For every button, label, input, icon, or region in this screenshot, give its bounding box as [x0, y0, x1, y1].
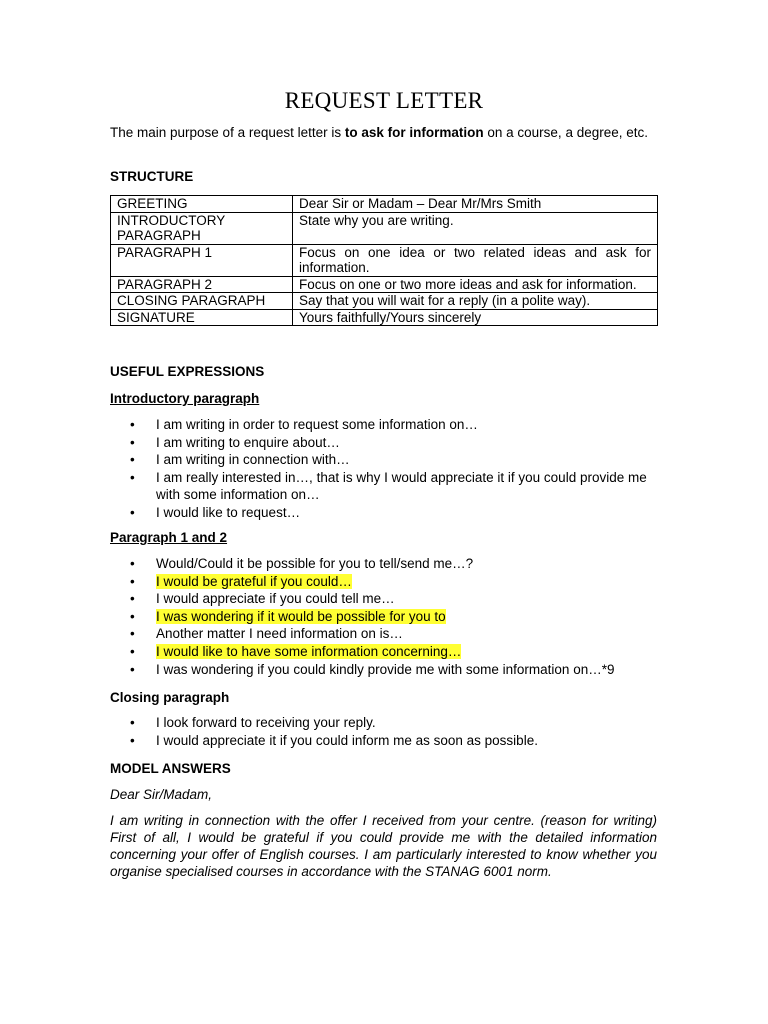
list-item — [130, 434, 660, 452]
structure-part-cell: PARAGRAPH 1 — [111, 244, 293, 276]
bullet-icon: • — [130, 591, 135, 607]
structure-content-cell: Focus on one or two more ideas and ask for information. — [293, 276, 658, 293]
closing-paragraph-heading: Closing paragraph — [110, 690, 230, 705]
list-item — [130, 573, 660, 591]
structure-content-cell: Dear Sir or Madam – Dear Mr/Mrs Smith — [293, 196, 658, 213]
list-item-text: I am writing in order to request some information on… — [156, 417, 478, 432]
model-paragraph: I am writing in connection with the offer I received from your centre. (reason for writing) First of all, I would be grateful if you could provide me with the detailed information concerning your offer of English courses. I am particularly interested to know whether you organise specialised courses in accordance with the STANAG 6001 norm. — [110, 813, 657, 879]
structure-heading: STRUCTURE — [110, 169, 194, 184]
bullet-icon: • — [130, 556, 135, 571]
structure-table — [110, 195, 658, 326]
list-item-text: I am really interested in…, that is why I would appreciate it if you could provide me with some information on… — [156, 469, 647, 503]
list-item-text: I was wondering if you could kindly provide me with some information on…*9 — [156, 661, 615, 677]
intro-text-start: The main purpose of a request letter is — [110, 125, 345, 140]
structure-content-cell: Focus on one idea or two related ideas and ask for information. — [293, 244, 658, 276]
list-item-text: I look forward to receiving your reply. — [156, 715, 376, 730]
bullet-icon: • — [130, 732, 135, 748]
structure-content-cell: State why you are writing. — [293, 212, 658, 244]
intro-text-end: on a course, a degree, etc. — [483, 125, 648, 140]
structure-row — [111, 309, 658, 326]
bullet-icon: • — [130, 661, 135, 677]
model-salutation: Dear Sir/Madam, — [110, 787, 213, 802]
list-item — [130, 451, 660, 469]
list-item — [130, 469, 660, 504]
bullet-icon: • — [130, 417, 135, 432]
bullet-icon: • — [130, 608, 135, 624]
structure-part-cell: INTRODUCTORY PARAGRAPH — [111, 212, 293, 244]
bullet-icon: • — [130, 626, 135, 642]
list-item-text: I am writing in connection with… — [156, 452, 350, 468]
structure-part-cell: GREETING — [111, 196, 293, 213]
useful-expressions-heading: USEFUL EXPRESSIONS — [110, 364, 265, 379]
list-item-text: I was wondering if it would be possible for you to — [156, 608, 446, 624]
introductory-expressions-list — [130, 416, 660, 522]
structure-row — [111, 196, 658, 213]
list-item — [130, 643, 660, 661]
structure-row — [111, 293, 658, 310]
structure-part-cell: CLOSING PARAGRAPH — [111, 293, 293, 310]
list-item — [130, 590, 660, 608]
list-item — [130, 608, 660, 626]
bullet-icon: • — [130, 643, 135, 659]
paragraph-expressions-list — [130, 555, 660, 678]
structure-part-cell: SIGNATURE — [111, 309, 293, 326]
structure-row — [111, 276, 658, 293]
structure-part-cell: PARAGRAPH 2 — [111, 276, 293, 293]
closing-expressions-list — [130, 714, 660, 749]
model-answers-heading: MODEL ANSWERS — [110, 761, 231, 776]
list-item — [130, 504, 660, 522]
list-item — [130, 661, 660, 679]
structure-row — [111, 212, 658, 244]
bullet-icon: • — [130, 434, 135, 450]
page-title: REQUEST LETTER — [284, 88, 484, 113]
list-item-text: I would appreciate it if you could inform me as soon as possible. — [156, 732, 538, 748]
list-item-text: I would like to request… — [156, 504, 301, 520]
list-item-text: Another matter I need information on is… — [156, 626, 403, 642]
list-item — [130, 416, 660, 434]
list-item — [130, 625, 660, 643]
paragraph-1-2-heading: Paragraph 1 and 2 — [110, 530, 228, 545]
intro-text-bold: to ask for information — [344, 125, 484, 140]
structure-content-cell: Yours faithfully/Yours sincerely — [293, 309, 658, 326]
intro-paragraph — [110, 124, 660, 141]
structure-row — [111, 244, 658, 276]
list-item-text: I would be grateful if you could… — [156, 573, 352, 589]
introductory-paragraph-heading: Introductory paragraph — [110, 391, 260, 406]
list-item-text: I would appreciate if you could tell me… — [156, 591, 395, 607]
bullet-icon: • — [130, 504, 135, 520]
list-item-text: Would/Could it be possible for you to tell/send me…? — [156, 556, 474, 571]
bullet-icon: • — [130, 452, 135, 468]
bullet-icon: • — [130, 573, 135, 589]
bullet-icon: • — [130, 469, 135, 485]
structure-content-cell: Say that you will wait for a reply (in a polite way). — [293, 293, 658, 310]
list-item — [130, 732, 660, 750]
list-item-text: I am writing to enquire about… — [156, 434, 340, 450]
list-item-text: I would like to have some information concerning… — [156, 643, 462, 659]
bullet-icon: • — [130, 715, 135, 730]
list-item — [130, 714, 660, 732]
list-item — [130, 555, 660, 573]
